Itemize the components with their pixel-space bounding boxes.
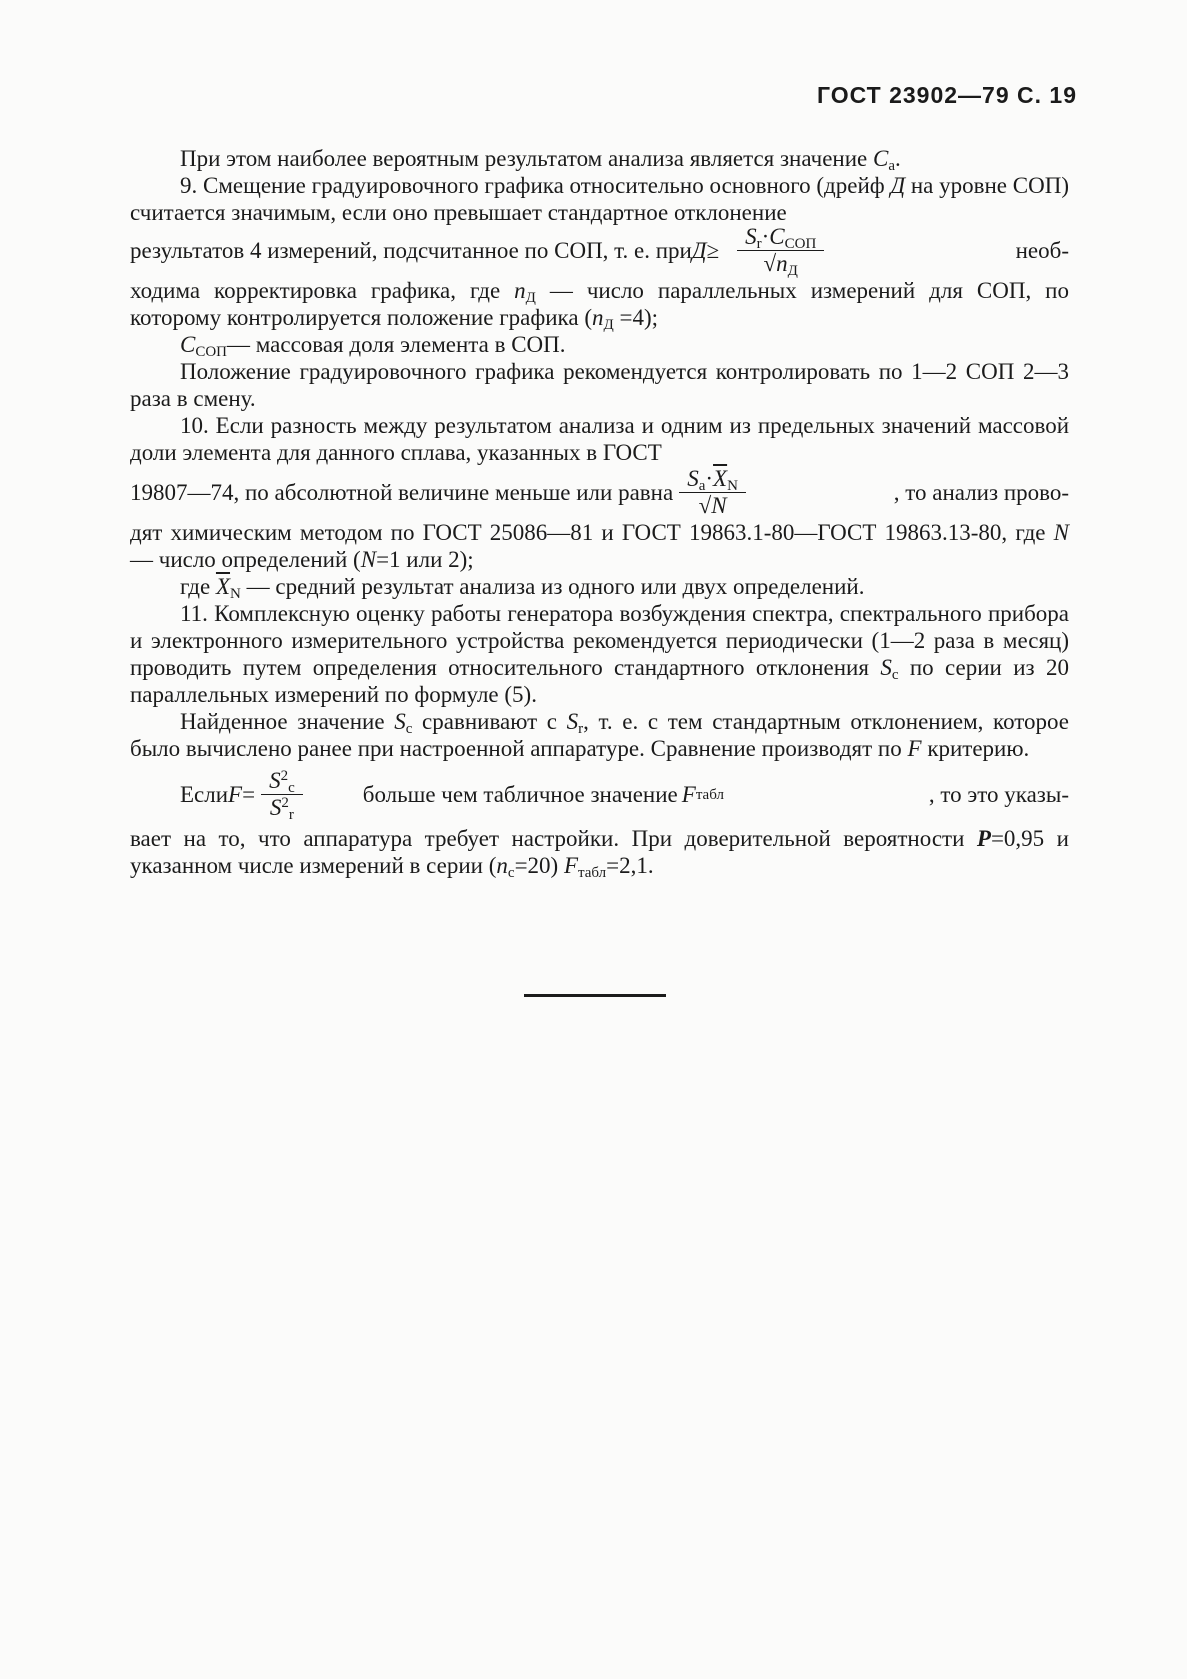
text: — число определений ( [130,547,361,572]
dot: · [761,224,770,249]
text: необ- [1015,238,1069,263]
formula-line-limit [130,466,1069,519]
fraction-f-ratio [261,768,303,821]
sub: c [891,667,899,683]
var: F [228,782,243,807]
var: F [681,782,696,807]
var: $\overline{X}$ [713,466,728,491]
var: S [269,768,281,793]
text: — средний результат анализа из одного или двух определений. [240,574,865,599]
var-d: Д [890,173,906,198]
text: =0,95 и указанном числе измерений в серии ( [130,826,1069,878]
formula-line-f-test: Если F = $\frac{S^2_c}{S^2_r}$ больше чем табличное значение F табл , то это указы- [180,768,1069,823]
fraction-drift [737,224,824,277]
paragraph-10: 10. Если разность между результатом анализа и одним из предельных значений массовой доли элемента для данного сплава, указанных в ГОСТ [130,413,1069,465]
text: =20) [514,853,564,878]
text: — массовая доля элемента в СОП. [227,332,566,357]
paragraph-intro [130,145,1069,172]
sub: a [888,158,896,174]
paragraph-9-cont [130,277,1069,331]
sub: Д [603,317,614,333]
var: n [776,251,788,276]
text: = [242,782,256,807]
sub: r [578,721,584,737]
text: результатов 4 измерений, подсчитанное по СОП, т. е. при [130,238,692,263]
sup: 2 [280,768,289,784]
paragraph-10-cont [130,519,1069,573]
var: S [687,466,699,491]
var: F [907,736,922,761]
fraction-denominator [737,251,824,277]
formula-line-drift [130,224,1069,277]
end-rule [524,994,666,997]
dot: · [705,466,714,491]
fraction-denominator [679,493,746,519]
var: P [976,826,991,851]
text: , то анализ прово- [893,480,1069,505]
text: =4); [613,305,659,330]
var: n [496,853,508,878]
text: При этом наиболее вероятным результатом анализа является значение [180,146,874,171]
sub: a [698,478,706,494]
paragraph-11d [130,825,1069,879]
paragraph-11 [130,600,1069,708]
fraction-numerator [737,224,824,251]
sub: N [230,586,241,602]
text: 11. Комплексную оценку работы генератора возбуждения спектра, спектрального прибора и электронного измерительного устройства рекомендуется периодически (1—2 раза в месяц) проводить путем определения относительного стандартного отклонения [130,601,1069,680]
fraction-denominator [261,795,303,821]
text: больше чем табличное значение [362,782,678,807]
text: , т. е. с тем стандартным отклонением, которое было вычислено ранее при настроенной аппаратуре. Сравнение производят по [130,709,1070,761]
sub: c [507,865,515,881]
var: N [711,493,727,518]
var: S [880,655,892,680]
text: . [895,146,901,171]
sqrt-sign: √ [763,251,777,276]
var: N [360,547,377,572]
sub: Д [525,290,536,306]
sub: Д [787,263,798,279]
text: Если [180,782,229,807]
text: критерию. [921,736,1030,761]
paragraph-9b [130,331,1069,358]
var: F [563,853,579,878]
sup: 2 [281,795,289,811]
sub: N [727,478,738,494]
sub: r [288,807,294,823]
var-c: C [873,146,889,171]
var: $\overline{X}$ [215,574,231,599]
var-d-geq: Д≥ [691,238,720,263]
var: n [592,305,604,330]
var: S [745,224,757,249]
paragraph-11b [130,708,1069,762]
text: 19807—74, по абсолютной величине меньше или равна [130,480,674,505]
text: ходима корректировка графика, где [130,278,515,303]
text: на уровне СОП) считается значимым, если оно превышает стандартное отклонение [130,173,1069,225]
text: 9. Смещение градуировочного графика относительно основного (дрейф [180,173,891,198]
paragraph-9 [130,172,1069,226]
text: =2,1. [606,853,654,878]
fraction-limit [679,466,746,519]
var: S [269,795,282,820]
sub: c [405,721,413,737]
text: вает на то, что аппаратура требует настройки. При доверительной вероятности [130,826,977,851]
text: где [180,574,216,599]
text: Найденное значение [180,709,395,734]
var: C [180,332,196,357]
text: по серии из 20 параллельных измерений по формуле (5). [130,655,1069,707]
page-header: ГОСТ 23902—79 С. 19 [816,82,1077,108]
sub: СОП [784,236,817,252]
paragraph-10b [130,573,1069,600]
text: =1 или 2); [376,547,474,572]
sub: r [756,236,762,252]
var: C [769,224,785,249]
var: N [1053,520,1069,545]
document-body [130,145,1069,879]
var: S [566,709,579,734]
sqrt-sign: √ [698,493,712,518]
var: S [394,709,406,734]
sub: табл [578,865,607,881]
fraction-numerator [679,466,746,493]
fraction-numerator [261,768,303,795]
sub: c [288,780,295,796]
text: — число параллельных измерений для СОП, по которому контролируется положение графика ( [130,278,1069,330]
var: n [514,278,526,303]
paragraph-9c: Положение градуировочного графика рекомендуется контролировать по 1—2 СОП 2—3 раза в смену. [130,359,1069,411]
sub: СОП [195,344,228,360]
text: дят химическим методом по ГОСТ 25086—81 и ГОСТ 19863.1-80—ГОСТ 19863.13-80, где [130,520,1054,545]
text: , то это указы- [928,782,1069,807]
text: сравнивают с [412,709,567,734]
